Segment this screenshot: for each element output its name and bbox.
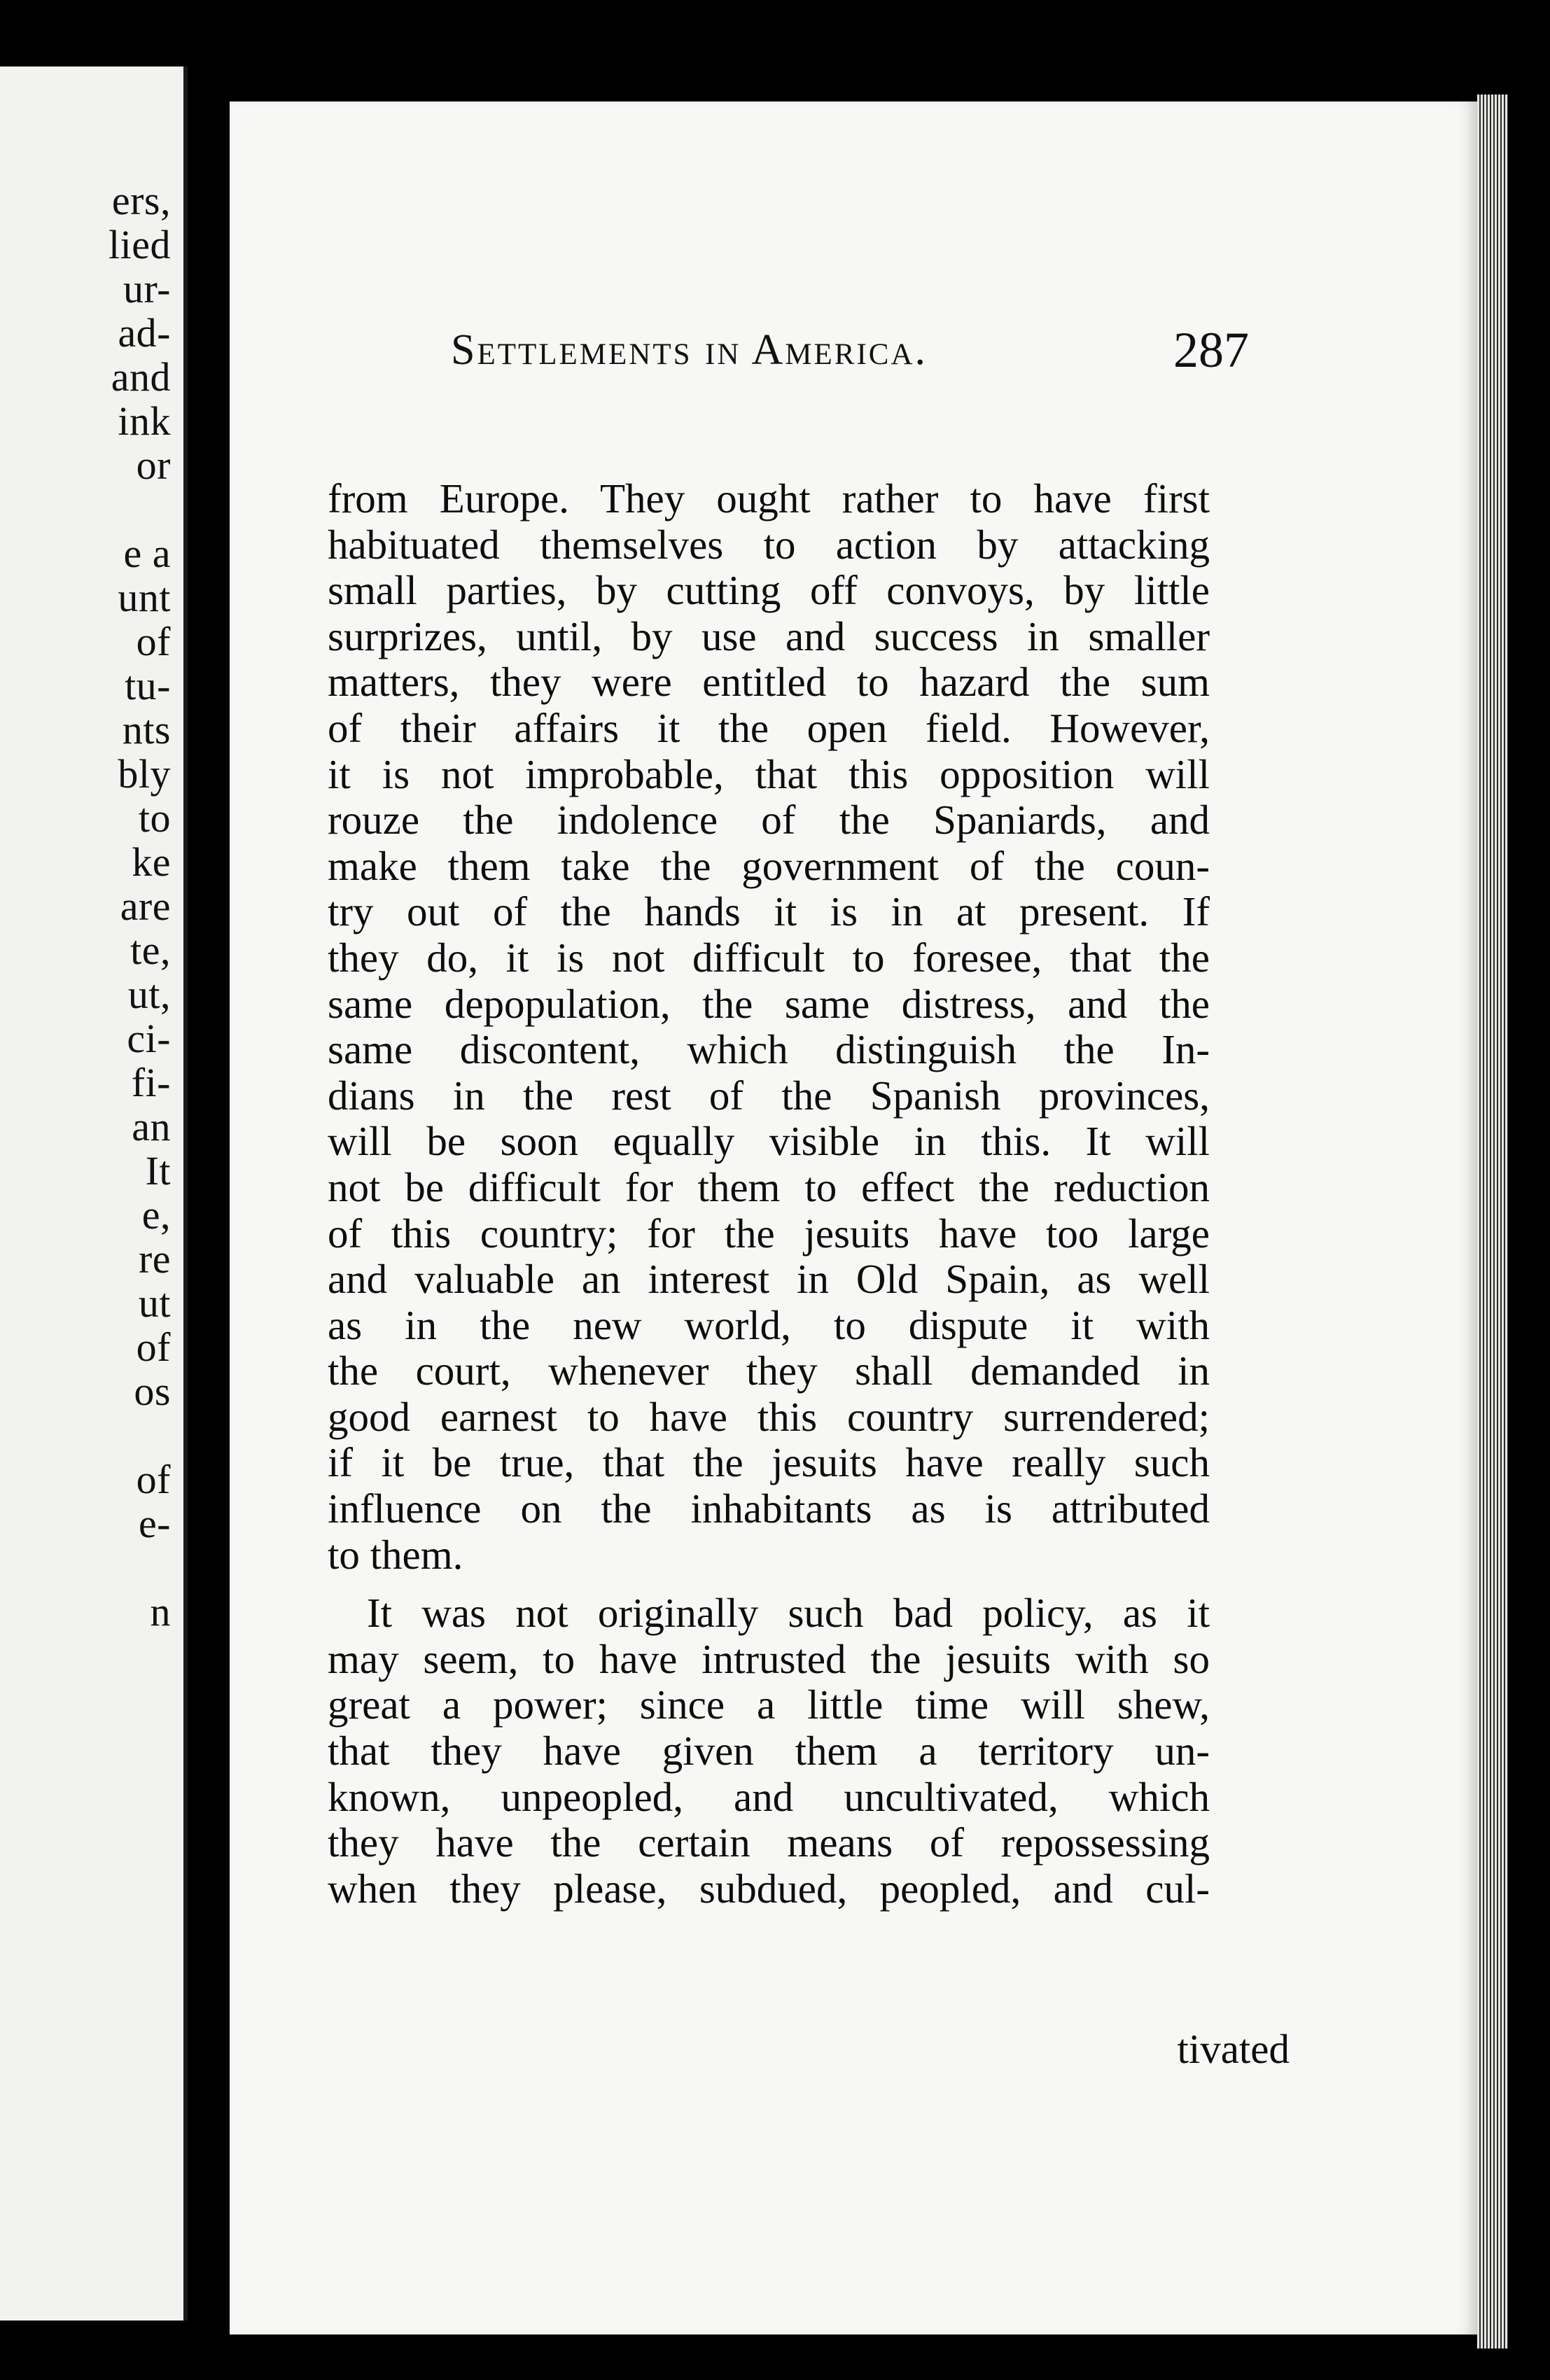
paragraph bbox=[328, 476, 1210, 1578]
left-page-fragment-line: e- bbox=[138, 1501, 171, 1546]
left-page-fragment-line: ut, bbox=[127, 972, 171, 1017]
text-line: will be soon equally visible in this. It will bbox=[328, 1118, 1210, 1165]
left-page-fragment-line: unt bbox=[118, 575, 171, 620]
text-line: as in the new world, to dispute it with bbox=[328, 1301, 1210, 1348]
left-page-fragment-line: tu- bbox=[125, 663, 171, 708]
text-line: make them take the government of the coun- bbox=[328, 842, 1210, 889]
text-line: the court, whenever they shall demanded in bbox=[328, 1348, 1210, 1394]
left-page-fragment-line: and bbox=[111, 354, 171, 400]
text-line: to them. bbox=[328, 1531, 463, 1578]
text-line: It was not originally such bad policy, as it bbox=[367, 1590, 1210, 1637]
left-page-fragment-line: ut bbox=[138, 1280, 171, 1326]
text-line: great a power; since a little time will shew, bbox=[328, 1681, 1210, 1728]
text-line: they do, it is not difficult to foresee, that the bbox=[328, 934, 1210, 981]
left-page-fragment-line: of bbox=[136, 1457, 171, 1502]
left-page-fragment-line: ad- bbox=[118, 310, 171, 356]
left-page-fragment-line: ur- bbox=[123, 266, 171, 312]
text-line: from Europe. They ought rather to have first bbox=[328, 475, 1210, 522]
left-page-text-fragments bbox=[0, 66, 183, 2320]
text-line: that they have given them a territory un- bbox=[328, 1728, 1210, 1774]
left-page-fragment bbox=[0, 66, 188, 2320]
left-page-fragment-line: bly bbox=[118, 751, 171, 797]
text-line: and valuable an interest in Old Spain, as well bbox=[328, 1256, 1210, 1303]
text-line: rouze the indolence of the Spaniards, and bbox=[328, 797, 1210, 844]
left-page-fragment-line: ers, bbox=[111, 178, 171, 223]
text-line: dians in the rest of the Spanish provinces, bbox=[328, 1072, 1210, 1119]
left-page-fragment-line: e, bbox=[141, 1192, 171, 1238]
left-page-fragment-line: or bbox=[136, 442, 171, 488]
text-line: they have the certain means of repossessing bbox=[328, 1819, 1210, 1866]
text-line: known, unpeopled, and uncultivated, which bbox=[328, 1773, 1210, 1820]
left-page-fragment-line: It bbox=[145, 1148, 171, 1194]
left-page-fragment-line: of bbox=[136, 1324, 171, 1370]
left-page-fragment-line: ink bbox=[118, 398, 171, 444]
text-line: good earnest to have this country surrendered; bbox=[328, 1393, 1210, 1440]
left-page-fragment-line: are bbox=[120, 883, 171, 929]
left-page-fragment-line: ke bbox=[132, 839, 171, 885]
text-line: when they please, subdued, peopled, and cul- bbox=[328, 1865, 1210, 1912]
left-page-fragment-line: to bbox=[138, 795, 171, 841]
left-page-fragment-line: os bbox=[134, 1368, 171, 1414]
left-page-fragment-line: lied bbox=[109, 222, 171, 267]
text-line: surprizes, until, by use and success in smaller bbox=[328, 612, 1210, 659]
left-page-fragment-line: nts bbox=[122, 707, 171, 752]
text-line: if it be true, that the jesuits have really such bbox=[328, 1439, 1210, 1486]
left-page-fragment-line: ci- bbox=[127, 1016, 171, 1061]
page-header bbox=[451, 312, 1249, 396]
left-page-fragment-line: te, bbox=[130, 927, 171, 973]
left-page-fragment-line: re bbox=[138, 1236, 171, 1282]
book-page bbox=[230, 102, 1477, 2334]
paragraph bbox=[328, 1590, 1210, 1912]
text-line: small parties, by cutting off convoys, by little bbox=[328, 567, 1210, 614]
text-line: it is not improbable, that this opposition will bbox=[328, 750, 1210, 797]
left-page-fragment-line: fi- bbox=[131, 1060, 171, 1105]
text-line: matters, they were entitled to hazard the sum bbox=[328, 659, 1210, 706]
left-page-fragment-line: an bbox=[132, 1104, 171, 1149]
text-line: of their affairs it the open field. However, bbox=[328, 704, 1210, 751]
body-text bbox=[328, 476, 1210, 1912]
page-number: 287 bbox=[1173, 322, 1249, 378]
text-line: not be difficult for them to effect the reduction bbox=[328, 1163, 1210, 1210]
catchword: tivated bbox=[1177, 2026, 1290, 2072]
left-page-fragment-line: of bbox=[136, 619, 171, 664]
text-line: may seem, to have intrusted the jesuits with so bbox=[328, 1635, 1210, 1682]
text-line: same discontent, which distinguish the In- bbox=[328, 1026, 1210, 1073]
left-page-fragment-line: n bbox=[150, 1589, 171, 1634]
left-page-fragment-line: e a bbox=[123, 531, 171, 576]
text-line: of this country; for the jesuits have too large bbox=[328, 1210, 1210, 1256]
running-head: Settlements in America. bbox=[451, 326, 928, 374]
gutter-line bbox=[183, 66, 188, 2320]
text-line: habituated themselves to action by attacking bbox=[328, 521, 1210, 568]
page-edges bbox=[1477, 94, 1508, 2348]
text-line: influence on the inhabitants as is attributed bbox=[328, 1485, 1210, 1532]
text-line: same depopulation, the same distress, and the bbox=[328, 980, 1210, 1027]
text-line: try out of the hands it is in at present. If bbox=[328, 888, 1210, 935]
